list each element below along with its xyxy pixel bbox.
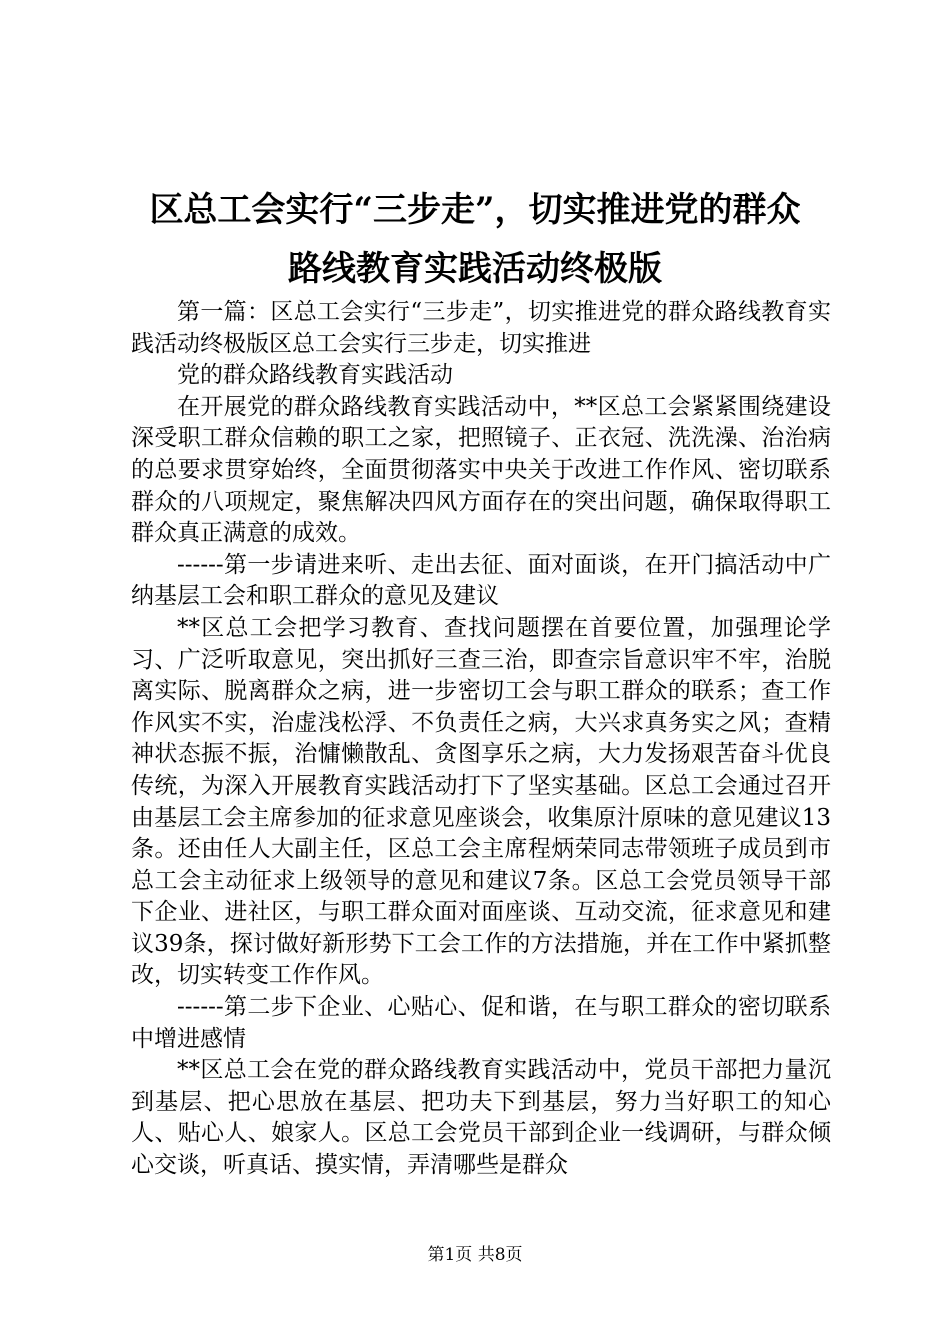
paragraph: ------第二步下企业、心贴心、促和谐，在与职工群众的密切联系中增进感情 xyxy=(131,994,831,1052)
page-number-footer: 第1页 共8页 xyxy=(427,1245,523,1265)
paragraph: **区总工会把学习教育、查找问题摆在首要位置，加强理论学习、广泛听取意见，突出抓好三查三治，即查宗旨意识牢不牢，治脱离实际、脱离群众之病，进一步密切工会与职工群众的联系；查工作作风实不实，治虚浅松浮、不负责任之病，大兴求真务实之风；查精神状态振不振，治慵懒散乱、贪图享乐之病，大力发扬艰苦奋斗优良传统，为深入开展教育实践活动打下了坚实基础。区总工会通过召开由基层工会主席参加的征求意见座谈会，收集原汁原味的意见建议13条。还由任人大副主任，区总工会主席程炳荣同志带领班子成员到市总工会主动征求上级领导的意见和建议7条。区总工会党员领导干部下企业、进社区，与职工群众面对面座谈、互动交流，征求意见和建议39条，探讨做好新形势下工会工作的方法措施，并在工作中紧抓整改，切实转变工作作风。 xyxy=(131,614,831,989)
document-title-line-1: 区总工会实行“三步走”，切实推进党的群众 xyxy=(149,190,801,230)
paragraph: **区总工会在党的群众路线教育实践活动中，党员干部把力量沉到基层、把心思放在基层、把功夫下到基层，努力当好职工的知心人、贴心人、娘家人。区总工会党员干部到企业一线调研，与群众倾心交谈，听真话、摸实情，弄清哪些是群众 xyxy=(131,1057,831,1179)
paragraph: 在开展党的群众路线教育实践活动中，**区总工会紧紧围绕建设深受职工群众信赖的职工之家，把照镜子、正衣冠、洗洗澡、治治病的总要求贯穿始终，全面贯彻落实中央关于改进工作作风、密切联系群众的八项规定，聚焦解决四风方面存在的突出问题，确保取得职工群众真正满意的成效。 xyxy=(131,393,831,547)
paragraph: 党的群众路线教育实践活动 xyxy=(177,362,453,389)
document-title-line-2: 路线教育实践活动终极版 xyxy=(288,249,662,289)
paragraph: ------第一步请进来听、走出去征、面对面谈，在开门搞活动中广纳基层工会和职工群众的意见及建议 xyxy=(131,551,831,610)
document-body xyxy=(131,297,831,1182)
paragraph: 第一篇：区总工会实行“三步走”，切实推进党的群众路线教育实践活动终极版区总工会实行三步走，切实推进 xyxy=(131,299,831,357)
